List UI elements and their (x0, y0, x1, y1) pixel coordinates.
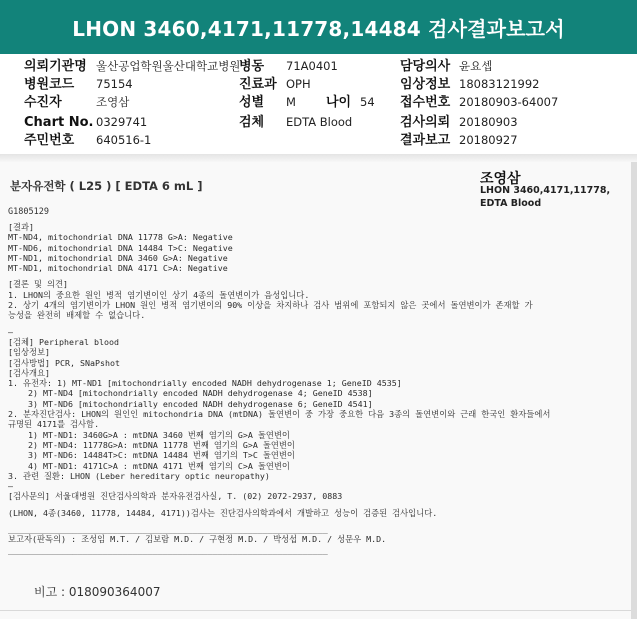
value-age: 54 (360, 95, 375, 109)
value-requesting-institution: 울산공업학원울산대학교병원 (96, 59, 241, 73)
label-attending-doctor: 담당의사 (400, 59, 451, 74)
value-chart-number: 0329741 (96, 115, 148, 129)
value-ward: 71A0401 (286, 59, 338, 73)
report-line: 1. LHON의 중요한 원인 병적 염기변이인 상기 4종의 돌연변이가 음성입니다. (8, 289, 310, 300)
value-resident-number: 640516-1 (96, 133, 152, 147)
report-line: 보고자(판독의) : 조성임 M.T. / 김보람 M.D. / 구현정 M.D. / 박성섭 M.D. / 성문우 M.D. (8, 534, 387, 545)
report-patient-name: 조영삼 (480, 171, 521, 187)
label-specimen: 검체 (239, 115, 265, 130)
report-line: MT-ND1, mitochondrial DNA 4171 C>A: Negative (8, 263, 228, 274)
report-line: 2) MT-ND4: 11778G>A: mtDNA 11778 번째 염기의 G>A 돌연변이 (8, 439, 295, 450)
report-line: — (8, 326, 13, 337)
label-report-date: 결과보고 (400, 133, 451, 148)
value-receipt-number: 20180903-64007 (459, 95, 559, 109)
scanned-report-document (0, 162, 637, 619)
report-line: 3) MT-ND6: 14484T>C: mtDNA 14484 번째 염기의 T>C 돌연변이 (8, 450, 295, 461)
report-line: MT-ND1, mitochondrial DNA 3460 G>A: Negative (8, 252, 228, 263)
label-requesting-institution: 의뢰기관명 (24, 59, 87, 74)
label-resident-number: 주민번호 (24, 133, 75, 148)
report-line: [검사방법] PCR, SNaPshot (8, 357, 120, 368)
report-line: [검사문의] 서울대병원 진단검사의학과 분자유전검사실, T. (02) 2072-2937, 0883 (8, 491, 343, 502)
report-line: MT-ND6, mitochondrial DNA 14484 T>C: Negative (8, 242, 233, 253)
report-line: ________________________________________________________________ (8, 524, 328, 535)
value-attending-doctor: 윤요셉 (459, 59, 493, 73)
report-line: 2) MT-ND4 [mitochondrially encoded NADH dehydrogenase 4; GeneID 4538] (8, 388, 373, 399)
report-line: [결론 및 의견] (8, 279, 69, 290)
report-line: ________________________________________________________________ (8, 544, 328, 555)
report-patient-specimen: EDTA Blood (480, 198, 542, 209)
label-hospital-code: 병원코드 (24, 77, 75, 92)
value-report-date: 20180927 (459, 133, 518, 147)
report-line: 2. 상기 4개의 염기변이가 LHON 원인 병적 염기변이의 90% 이상을 차지하나 검사 범위에 포함되지 않은 곳에서 돌연변이가 존재할 가 (8, 300, 533, 311)
report-line: — (8, 481, 13, 492)
report-line: [임상정보] (8, 347, 51, 358)
bottom-divider (0, 610, 631, 611)
report-line: 1. 유전자: 1) MT-ND1 [mitochondrially encoded NADH dehydrogenase 1; GeneID 4535] (8, 378, 402, 389)
value-hospital-code: 75154 (96, 77, 133, 91)
page-title: LHON 3460,4171,11778,14484 검사결과보고서 (72, 16, 565, 41)
value-department: OPH (286, 77, 311, 91)
report-line: 4) MT-ND1: 4171C>A : mtDNA 4171 번째 염기의 C>A 돌연변이 (8, 460, 290, 471)
label-chart-number: Chart No. (24, 115, 94, 130)
report-line: 규명된 4171를 검사함. (8, 419, 100, 430)
patient-info-table (0, 54, 637, 154)
report-line: 2. 분자진단검사: LHON의 원인인 mitochondria DNA (mtDNA) 돌연변이 중 가장 중요한 다음 3종의 돌연변이와 근래 한국인 환자들에서 (8, 409, 551, 420)
label-request-date: 검사의뢰 (400, 115, 451, 130)
report-line: 3) MT-ND6 [mitochondrially encoded NADH dehydrogenase 6; GeneID 4541] (8, 398, 373, 409)
value-specimen: EDTA Blood (286, 115, 353, 129)
value-sex: M (286, 95, 296, 109)
label-sex: 성별 (239, 95, 265, 110)
report-section-title: 분자유전학 ( L25 ) [ EDTA 6 mL ] (10, 179, 203, 193)
value-patient-name: 조영삼 (96, 95, 130, 109)
report-line: (LHON, 4종(3460, 11778, 14484, 4171))검사는 진단검사의학과에서 개발하고 성능이 검증된 검사입니다. (8, 507, 438, 518)
scan-divider (0, 154, 637, 162)
report-title-bar (0, 0, 637, 54)
report-patient-test: LHON 3460,4171,11778, (480, 185, 611, 196)
value-clinical-info: 18083121992 (459, 77, 540, 91)
report-line: 능성을 완전히 배제할 수 없습니다. (8, 310, 146, 321)
label-department: 진료과 (239, 77, 277, 92)
report-line: [결과] (8, 222, 35, 232)
report-line: MT-ND4, mitochondrial DNA 11778 G>A: Negative (8, 232, 233, 243)
label-ward: 병동 (239, 59, 265, 74)
label-patient-name: 수진자 (24, 95, 62, 110)
report-note: 비고 : 018090364007 (34, 585, 161, 599)
label-clinical-info: 임상정보 (400, 77, 451, 92)
label-receipt-number: 접수번호 (400, 95, 451, 110)
report-body (8, 222, 628, 555)
report-id: G1805129 (8, 207, 49, 217)
report-line: 1) MT-ND1: 3460G>A : mtDNA 3460 번째 염기의 G>A 돌연변이 (8, 429, 290, 440)
report-line: [검체] Peripheral blood (8, 336, 119, 347)
label-age: 나이 (326, 95, 352, 110)
report-line: 3. 관련 질환: LHON (Leber hereditary optic neuropathy) (8, 470, 270, 481)
value-request-date: 20180903 (459, 115, 518, 129)
report-line: [검사개요] (8, 367, 51, 378)
